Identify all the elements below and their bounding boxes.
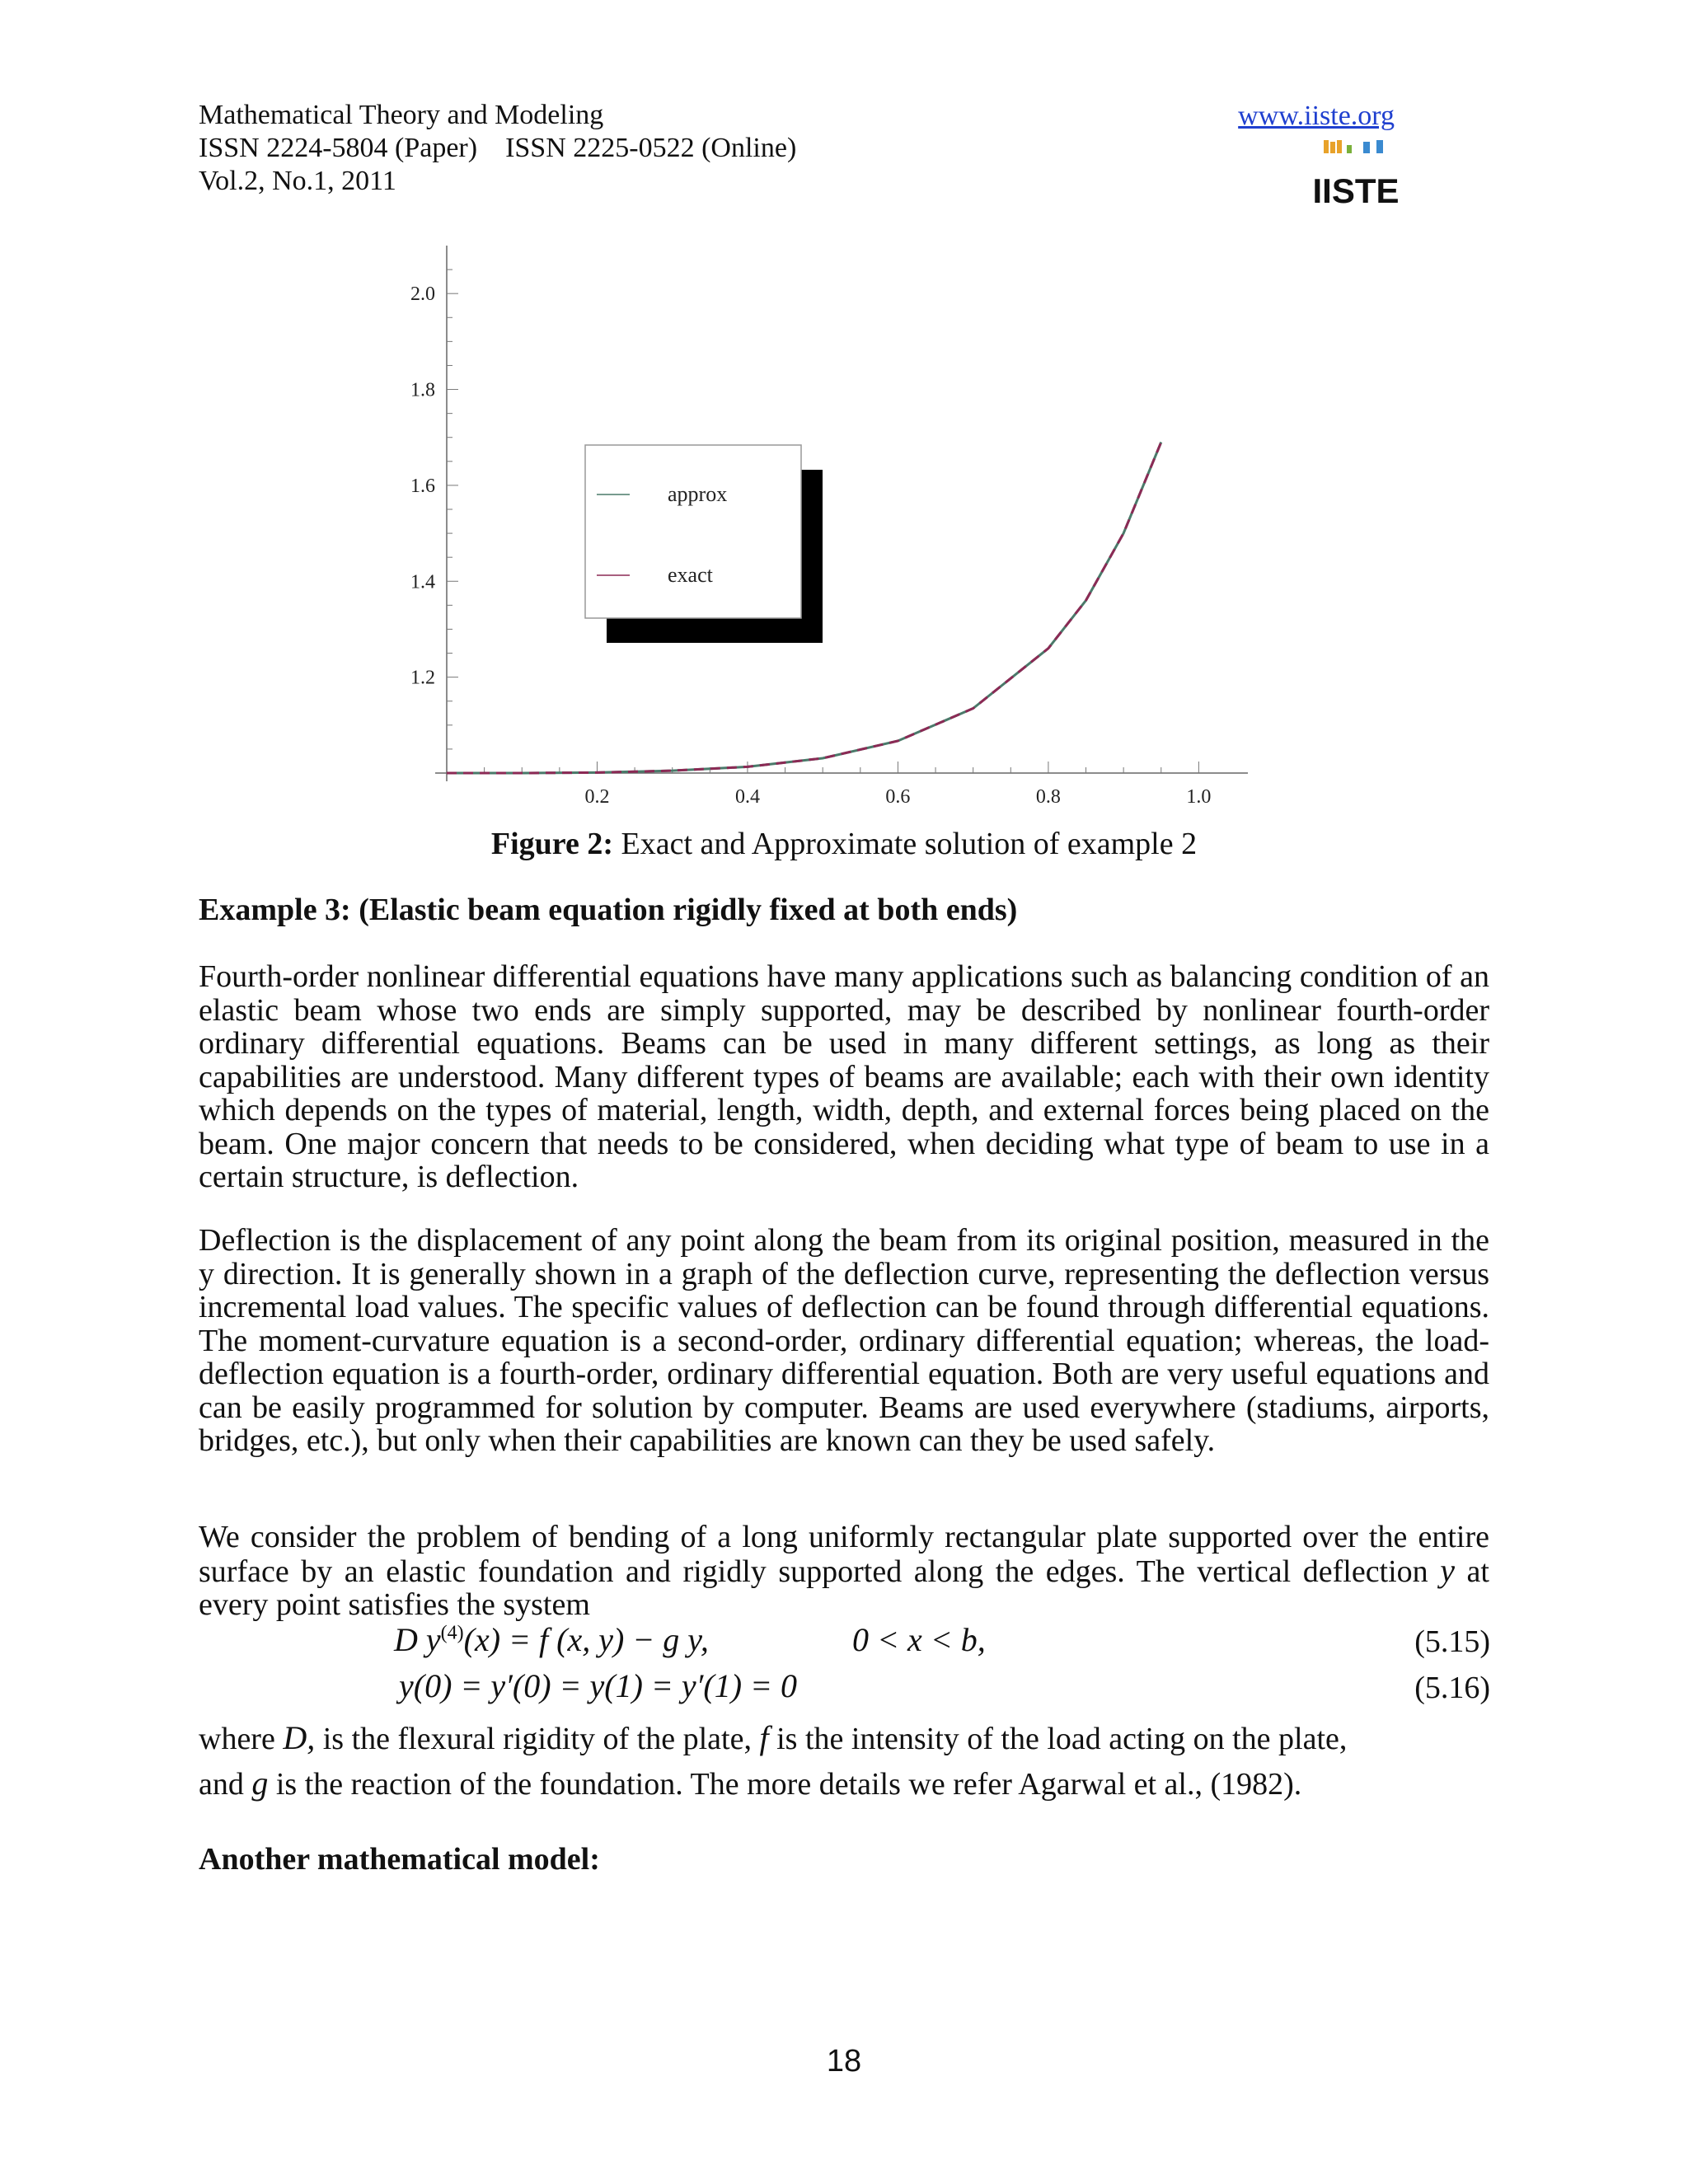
solution-chart bbox=[387, 231, 1302, 808]
y-tick-label: 1.8 bbox=[410, 379, 435, 401]
figure-label: Figure 2: bbox=[490, 827, 613, 861]
x-tick-label: 1.0 bbox=[1186, 786, 1212, 808]
page-number: 18 bbox=[826, 2044, 862, 2079]
paragraph-problem-b: at every point satisfies the system bbox=[199, 1554, 1489, 1622]
volume-line: Vol.2, No.1, 2011 bbox=[199, 166, 396, 196]
paragraph-deflection: Deflection is the displacement of any point along the beam from its original position, measured in the y direction. It is generally shown in a graph of the deflection curve, representing the deflection versus incremental load values. The specific values of deflection can be found through differential equations. The moment-curvature equation is a second-order, ordinary differential equation; whereas, the load-deflection equation is a fourth-order, ordinary differential equation. Both are very useful equations and can be easily programmed for solution by computer. Beams are used everywhere (stadiums, airports, bridges, etc.), but only when their capabilities are known can they be used safely. bbox=[199, 1223, 1489, 1458]
paragraph-problem bbox=[199, 1521, 1489, 1622]
figure-caption bbox=[0, 826, 1688, 862]
eq1-rest: (x) = f (x, y) − g y, bbox=[463, 1621, 709, 1658]
legend-label-approx: approx bbox=[668, 482, 728, 506]
paragraph-where: where D, is the flexural rigidity of the plate, f is the intensity of the load acting on the plate, and g is the reaction of the foundation. The more details we refer Agarwal et al., (1982). bbox=[199, 1719, 1348, 1802]
equation-5-15-condition: 0 < x < b, bbox=[852, 1621, 986, 1658]
y-tick-label: 2.0 bbox=[410, 284, 435, 306]
eq1-sup: (4) bbox=[440, 1622, 464, 1644]
y-tick-label: 1.4 bbox=[410, 571, 435, 593]
journal-title: Mathematical Theory and Modeling bbox=[199, 100, 604, 130]
x-tick-label: 0.8 bbox=[1035, 786, 1061, 808]
figure-caption-text: Exact and Approximate solution of example 2 bbox=[613, 827, 1198, 861]
eq1-lhs: D y bbox=[394, 1621, 441, 1658]
paragraph-beams: Fourth-order nonlinear differential equations have many applications such as balancing condition of an elastic beam whose two ends are simply supported, may be described by nonlinear fourth-order ordinary differential equations. Beams can be used in many different settings, as long as their capabilities are understood. Many different types of beams are available; each with their own identity which depends on the types of material, length, width, depth, and external forces being placed on the beam. One major concern that needs to be considered, when deciding what type of beam to use in a certain structure, is deflection. bbox=[199, 959, 1489, 1194]
var-D: D, bbox=[283, 1719, 316, 1756]
section-heading: Another mathematical model: bbox=[199, 1842, 600, 1877]
chart-axes bbox=[410, 246, 1248, 808]
website-link[interactable]: www.iiste.org bbox=[1238, 101, 1395, 131]
paragraph-problem-a: We consider the problem of bending of a long uniformly rectangular plate supported over the entire surface by an elastic foundation and rigidly supported along the edges. The vertical deflection bbox=[199, 1520, 1489, 1589]
example-heading: Example 3: (Elastic beam equation rigidly fixed at both ends) bbox=[199, 893, 1018, 927]
legend-label-exact: exact bbox=[668, 563, 713, 587]
legend-box bbox=[585, 445, 801, 618]
var-y: y bbox=[1440, 1551, 1455, 1589]
x-tick-label: 0.6 bbox=[885, 786, 911, 808]
equation-number-5-15: (5.15) bbox=[1414, 1624, 1490, 1659]
var-f: f bbox=[759, 1719, 769, 1756]
var-g: g bbox=[251, 1765, 269, 1802]
x-tick-label: 0.4 bbox=[734, 786, 760, 808]
chart-legend bbox=[585, 445, 823, 643]
iiste-logo bbox=[1312, 138, 1400, 210]
equation-number-5-16: (5.16) bbox=[1414, 1671, 1490, 1705]
logo-text: IISTE bbox=[1312, 171, 1400, 210]
y-tick-label: 1.6 bbox=[410, 475, 435, 497]
issn-line: ISSN 2224-5804 (Paper) ISSN 2225-0522 (Online) bbox=[199, 133, 797, 163]
equation-5-15 bbox=[394, 1620, 709, 1659]
equation-5-16: y(0) = y′(0) = y(1) = y′(1) = 0 bbox=[399, 1667, 798, 1704]
x-tick-label: 0.2 bbox=[584, 786, 610, 808]
y-tick-label: 1.2 bbox=[410, 667, 435, 689]
